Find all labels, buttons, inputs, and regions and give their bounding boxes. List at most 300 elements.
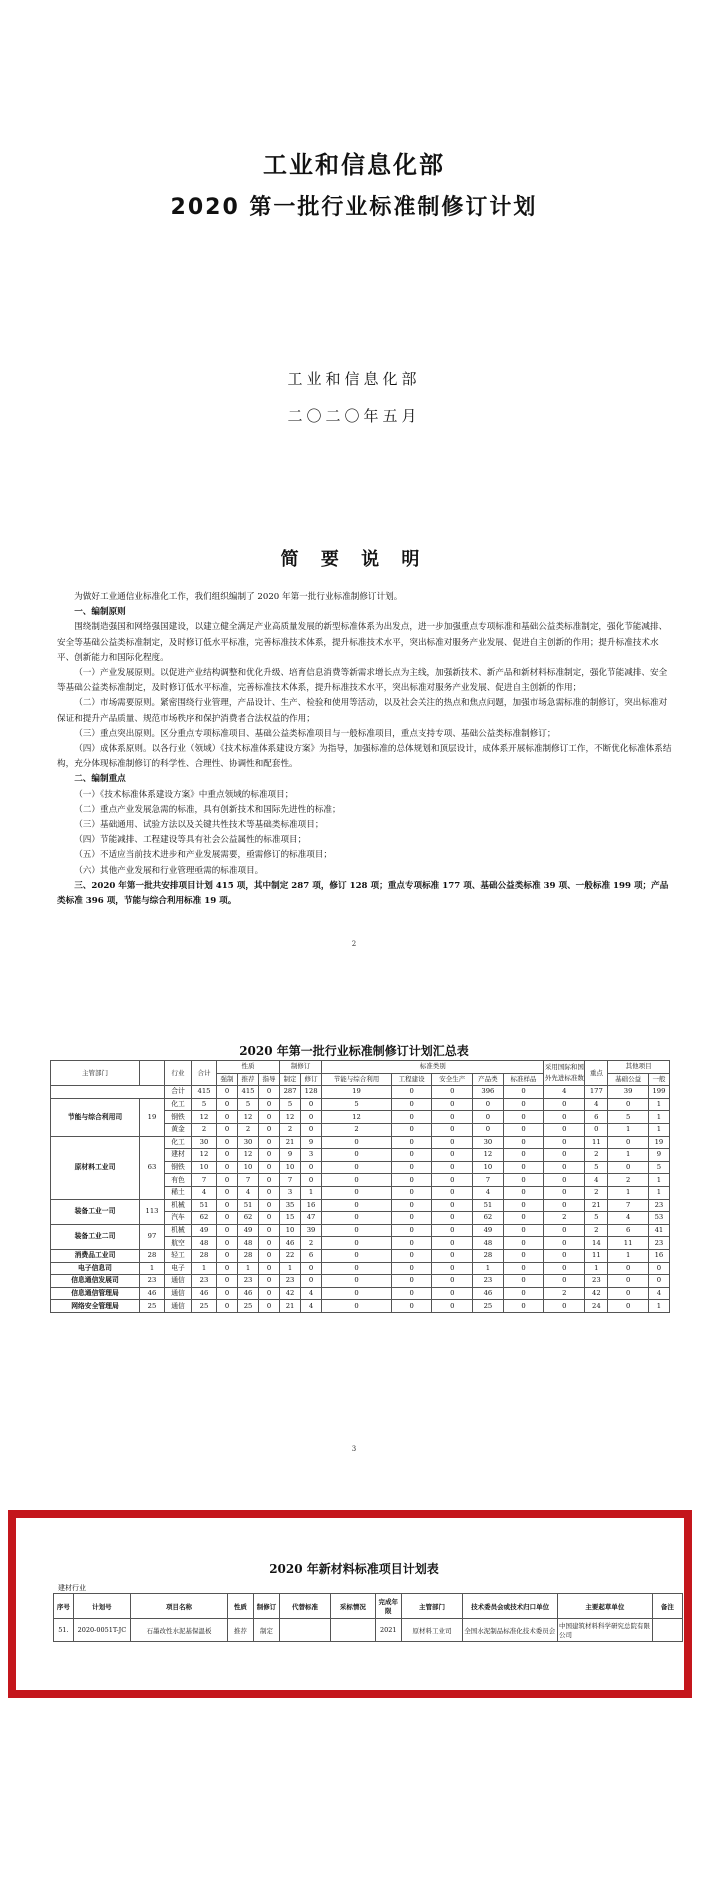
cell-value: 46: [192, 1287, 217, 1300]
cell-value: 0: [608, 1287, 649, 1300]
cell-value: 0: [217, 1098, 238, 1111]
cell-industry: 电子: [165, 1262, 192, 1275]
cell-value: 0: [544, 1161, 585, 1174]
cell-value: 46: [473, 1287, 504, 1300]
th-other: 其他项目: [608, 1061, 670, 1074]
cell-value: 5: [280, 1098, 301, 1111]
cell-value: 12: [238, 1111, 259, 1124]
cell-value: 0: [217, 1186, 238, 1199]
cell-value: 46: [280, 1237, 301, 1250]
cell-value: 0: [432, 1300, 473, 1313]
cell-value: 0: [259, 1098, 280, 1111]
cell-value: 0: [391, 1123, 432, 1136]
cell-value: 396: [473, 1086, 504, 1099]
th-sub: 工程建设: [391, 1073, 432, 1086]
cell-value: 0: [503, 1174, 544, 1187]
cell-value: 0: [432, 1149, 473, 1162]
cell-value: 0: [391, 1098, 432, 1111]
cell-value: 12: [238, 1149, 259, 1162]
cell-value: 0: [544, 1275, 585, 1288]
th-col: 主要起草单位: [557, 1594, 652, 1619]
page-number-3: 3: [351, 1445, 357, 1453]
cell-value: 1: [301, 1186, 322, 1199]
cell-value: 0: [391, 1174, 432, 1187]
cell-industry: 机械: [165, 1224, 192, 1237]
cell-value: 24: [585, 1300, 608, 1313]
cell-value: 23: [585, 1275, 608, 1288]
cell-industry: 有色: [165, 1174, 192, 1187]
cell-value: 9: [648, 1149, 669, 1162]
cell-value: 49: [473, 1224, 504, 1237]
cell-value: 0: [432, 1186, 473, 1199]
cell-value: 0: [608, 1300, 649, 1313]
cell-value: 1: [648, 1300, 669, 1313]
cell-value: 23: [238, 1275, 259, 1288]
cell-value: 0: [391, 1249, 432, 1262]
cell-value: 2: [585, 1186, 608, 1199]
cell-value: 10: [473, 1161, 504, 1174]
cell-value: 4: [648, 1287, 669, 1300]
cell-value: 0: [432, 1275, 473, 1288]
cell-value: 7: [280, 1174, 301, 1187]
cell-industry: 钢铁: [165, 1161, 192, 1174]
cell-value: 0: [503, 1287, 544, 1300]
principle-p3: （二）市场需要原则。紧密围绕行业管理，产品设计、生产、检验和使用等活动，以及社会关注的热点和焦点问题，加强市场急需标准的制修订，突出标准对保证和提升产品质量、规范市场秩序和保护消费者合法权益的作用；: [57, 698, 668, 724]
cell-value: 0: [503, 1111, 544, 1124]
cell-value: 原材料工业司: [401, 1619, 462, 1642]
cell-value: 0: [648, 1262, 669, 1275]
cell-value: 199: [648, 1086, 669, 1099]
cell-value: 47: [301, 1212, 322, 1225]
cell-value: 0: [544, 1098, 585, 1111]
cell-value: 7: [192, 1174, 217, 1187]
cell-value: 10: [238, 1161, 259, 1174]
table-row: [51, 1224, 670, 1237]
cell-value: 2020-0051T-JC: [73, 1619, 130, 1642]
cell-dept-count: 97: [140, 1224, 165, 1249]
summary-heading: 简 要 说 明: [280, 549, 428, 570]
cell-value: 0: [544, 1123, 585, 1136]
cell-value: 0: [432, 1237, 473, 1250]
cell-value: 0: [217, 1174, 238, 1187]
cell-value: 4: [585, 1098, 608, 1111]
cell-value: 0: [608, 1275, 649, 1288]
key-k4: （四）节能减排、工程建设等具有社会公益属性的标准项目；: [74, 835, 307, 846]
cell-value: 0: [432, 1098, 473, 1111]
cell-value: 12: [192, 1149, 217, 1162]
cover-date: 二〇二〇年五月: [287, 407, 421, 425]
table-row: [54, 1619, 683, 1642]
cell-value: 9: [301, 1136, 322, 1149]
cell-value: 6: [608, 1224, 649, 1237]
cell-value: 10: [280, 1224, 301, 1237]
cell-value: 0: [217, 1249, 238, 1262]
cell-value: 2: [238, 1123, 259, 1136]
cell-value: 19: [648, 1136, 669, 1149]
principle-p4: （三）重点突出原则。区分重点专项标准项目、基础公益类标准项目与一般标准项目，重点支持专项、基础公益类标准制修订；: [74, 728, 556, 739]
cell-value: 中国建筑材料科学研究总院有限公司: [557, 1619, 652, 1642]
th-cat: 标准类别: [322, 1061, 544, 1074]
cell-value: 0: [608, 1136, 649, 1149]
key-k6: （六）其他产业发展和行业管理亟需的标准项目。: [74, 865, 264, 876]
cell-value: 0: [503, 1161, 544, 1174]
cell-dept: 信息通信管理局: [51, 1287, 140, 1300]
cell-value: 0: [259, 1086, 280, 1099]
cell-dept: 消费品工业司: [51, 1249, 140, 1262]
cell-value: 0: [391, 1199, 432, 1212]
cell-value: 0: [503, 1224, 544, 1237]
cell-value: 0: [544, 1174, 585, 1187]
section3-text: 三、2020 年第一批共安排项目计划 415 项，其中制定 287 项，修订 128 项；重点专项标准 177 项、基础公益类标准 39 项、一般标准 199 项；产品类标准 396 项，节能与综合利用标准 19 项。: [57, 880, 669, 907]
cell-dept-count: 28: [140, 1249, 165, 1262]
cell-value: 0: [503, 1136, 544, 1149]
cell-dept-count: 23: [140, 1275, 165, 1288]
th-sub: 制定: [280, 1073, 301, 1086]
cell-value: 0: [259, 1186, 280, 1199]
cell-value: 0: [322, 1136, 392, 1149]
cell-dept-count: 1: [140, 1262, 165, 1275]
cell-value: 23: [648, 1199, 669, 1212]
cell-value: 23: [280, 1275, 301, 1288]
cell-value: 0: [259, 1174, 280, 1187]
th-col: 备注: [652, 1594, 682, 1619]
cell-value: 1: [473, 1262, 504, 1275]
cell-value: 0: [301, 1098, 322, 1111]
cell-value: 21: [280, 1136, 301, 1149]
key-k1: （一）《技术标准体系建设方案》中重点领域的标准项目；: [74, 789, 294, 800]
cell-value: 41: [648, 1224, 669, 1237]
new-material-category: 建材行业: [58, 1584, 86, 1592]
cell-industry: 化工: [165, 1098, 192, 1111]
cell-value: 0: [301, 1262, 322, 1275]
cell-value: 10: [280, 1161, 301, 1174]
cell-value: 25: [473, 1300, 504, 1313]
cell-value: 0: [259, 1224, 280, 1237]
cell-value: 2: [585, 1224, 608, 1237]
principle-p1: 围绕制造强国和网络强国建设，以建立健全满足产业高质量发展的新型标准体系为出发点，进一步加强重点专项标准和基础公益类标准制定，强化节能减排、安全等基础公益类标准制定，及时修订低水平标准，完善标准技术体系，提升标准技术水平，突出标准对服务产业发展、促进自主创新的作用；提升标准技术水平、创新能力和国际化程度。: [57, 622, 668, 663]
cell-value: 0: [301, 1275, 322, 1288]
new-material-table: [53, 1593, 683, 1642]
cell-value: 0: [432, 1224, 473, 1237]
cell-industry: 机械: [165, 1199, 192, 1212]
cell-value: 0: [432, 1174, 473, 1187]
cell-value: 0: [391, 1224, 432, 1237]
cell-value: 0: [322, 1186, 392, 1199]
cell-value: 1: [648, 1123, 669, 1136]
th-sub: 安全生产: [432, 1073, 473, 1086]
cell-value: 0: [503, 1098, 544, 1111]
cell-value: 0: [432, 1199, 473, 1212]
cell-value: 4: [238, 1186, 259, 1199]
cell-value: 15: [280, 1212, 301, 1225]
cell-value: 0: [432, 1086, 473, 1099]
cell-dept: 电子信息司: [51, 1262, 140, 1275]
th-col: 完成年限: [375, 1594, 401, 1619]
cell-value: 0: [544, 1249, 585, 1262]
cell-value: 12: [473, 1149, 504, 1162]
cell-dept: 网络安全管理局: [51, 1300, 140, 1313]
cell-industry: 通信: [165, 1287, 192, 1300]
cell-value: 0: [544, 1224, 585, 1237]
cell-value: 0: [217, 1212, 238, 1225]
cell-value: 1: [648, 1098, 669, 1111]
cell-value: 0: [544, 1136, 585, 1149]
cell-value: [652, 1619, 682, 1642]
th-col: 性质: [227, 1594, 253, 1619]
cell-value: 9: [280, 1149, 301, 1162]
cell-value: 石墨改性水泥基保温板: [131, 1619, 228, 1642]
cell-value: 0: [217, 1275, 238, 1288]
cell-value: 22: [280, 1249, 301, 1262]
table-row: [51, 1136, 670, 1149]
cell-value: 177: [585, 1086, 608, 1099]
cell-value: 39: [608, 1086, 649, 1099]
cell-value: 51: [238, 1199, 259, 1212]
cell-industry: 轻工: [165, 1249, 192, 1262]
cell-value: 0: [391, 1149, 432, 1162]
section2-heading: 二、编制重点: [74, 774, 126, 785]
cell-value: 0: [391, 1275, 432, 1288]
cell-value: 1: [238, 1262, 259, 1275]
cell-value: 12: [322, 1111, 392, 1124]
key-k3: （三）基础通用、试验方法以及关键共性技术等基础类标准项目；: [74, 820, 324, 831]
cell-value: 39: [301, 1224, 322, 1237]
th-col: 制修订: [253, 1594, 279, 1619]
table-row: [51, 1199, 670, 1212]
cell-value: 28: [238, 1249, 259, 1262]
cell-value: 0: [322, 1275, 392, 1288]
cell-value: 0: [608, 1098, 649, 1111]
summary-body: [57, 590, 672, 909]
cell-blank: [51, 1086, 165, 1099]
cell-value: 4: [473, 1186, 504, 1199]
summary-table-body: [51, 1086, 670, 1313]
cell-industry: 稀土: [165, 1186, 192, 1199]
cell-value: 16: [301, 1199, 322, 1212]
th-sub: 指导: [259, 1073, 280, 1086]
th-total: 合计: [192, 1061, 217, 1086]
cell-value: 1: [280, 1262, 301, 1275]
cell-total-label: 合计: [165, 1086, 192, 1099]
cell-value: 0: [259, 1111, 280, 1124]
summary-table: [50, 1060, 670, 1313]
page-number-2: 2: [351, 940, 357, 948]
cell-value: 0: [391, 1287, 432, 1300]
cell-value: 51.: [54, 1619, 74, 1642]
cell-value: 2: [544, 1212, 585, 1225]
cell-industry: 黄金: [165, 1123, 192, 1136]
cell-value: 3: [301, 1149, 322, 1162]
cell-value: 1: [192, 1262, 217, 1275]
th-blank: [140, 1061, 165, 1086]
cell-value: 25: [238, 1300, 259, 1313]
cell-dept: 节能与综合利用司: [51, 1098, 140, 1136]
cell-value: 0: [503, 1186, 544, 1199]
cell-value: 0: [259, 1249, 280, 1262]
cell-value: 1: [608, 1186, 649, 1199]
new-material-header: [54, 1594, 683, 1619]
cover-title-line2: 2020 第一批行业标准制修订计划: [170, 195, 538, 220]
cell-industry: 通信: [165, 1275, 192, 1288]
cell-dept-count: 25: [140, 1300, 165, 1313]
cell-industry: 汽车: [165, 1212, 192, 1225]
th-dept: 主管部门: [51, 1061, 140, 1086]
cell-value: 0: [391, 1212, 432, 1225]
new-material-table-title: 2020 年新材料标准项目计划表: [269, 1562, 439, 1576]
cell-value: 30: [473, 1136, 504, 1149]
cell-value: 16: [648, 1249, 669, 1262]
cell-value: 0: [322, 1161, 392, 1174]
cell-value: 49: [238, 1224, 259, 1237]
cell-value: 0: [217, 1287, 238, 1300]
cell-value: 1: [648, 1174, 669, 1187]
cell-value: 0: [217, 1300, 238, 1313]
th-sub: 产品类: [473, 1073, 504, 1086]
th-sub: 推荐: [238, 1073, 259, 1086]
cell-value: 6: [585, 1111, 608, 1124]
th-industry: 行业: [165, 1061, 192, 1086]
cell-dept: 信息通信发展司: [51, 1275, 140, 1288]
key-k2: （二）重点产业发展急需的标准，具有创新技术和国际先进性的标准；: [74, 804, 341, 815]
cell-value: 0: [585, 1123, 608, 1136]
principle-p2: （一）产业发展原则。以促进产业结构调整和优化升级、培育信息消费等新需求增长点为主线，加强新技术、新产品和新材料标准制定，强化节能减排、安全等基础公益类标准制定，及时修订低水平标准，完善标准技术体系，提升标准技术水平，突出标准对服务产业发展、促进自主创新的作用；: [57, 668, 668, 694]
cell-value: 0: [503, 1262, 544, 1275]
cell-value: 0: [544, 1262, 585, 1275]
th-key: 重点: [585, 1061, 608, 1086]
cell-value: 49: [192, 1224, 217, 1237]
cover-title-line1: 工业和信息化部: [263, 151, 445, 179]
cell-value: 0: [503, 1249, 544, 1262]
cell-value: 0: [217, 1262, 238, 1275]
table-row: [51, 1086, 670, 1099]
cell-value: 0: [503, 1086, 544, 1099]
cell-value: 0: [503, 1237, 544, 1250]
cell-value: 推荐: [227, 1619, 253, 1642]
cell-value: 23: [648, 1237, 669, 1250]
cell-value: 415: [238, 1086, 259, 1099]
cell-industry: 化工: [165, 1136, 192, 1149]
cell-value: 0: [391, 1186, 432, 1199]
cell-value: 48: [473, 1237, 504, 1250]
cell-value: 12: [280, 1111, 301, 1124]
cell-value: 415: [192, 1086, 217, 1099]
th-nature: 性质: [217, 1061, 280, 1074]
cell-value: [330, 1619, 375, 1642]
cell-value: 48: [238, 1237, 259, 1250]
cell-value: 0: [391, 1300, 432, 1313]
cell-value: 0: [259, 1262, 280, 1275]
cell-value: 0: [608, 1161, 649, 1174]
cell-value: 0: [259, 1149, 280, 1162]
cell-value: 128: [301, 1086, 322, 1099]
th-sub: 标准样品: [503, 1073, 544, 1086]
cell-value: 0: [259, 1123, 280, 1136]
th-col: 序号: [54, 1594, 74, 1619]
cell-value: 62: [238, 1212, 259, 1225]
cell-value: 5: [608, 1111, 649, 1124]
cell-value: 0: [432, 1212, 473, 1225]
cell-value: 5: [585, 1212, 608, 1225]
cell-value: 0: [301, 1111, 322, 1124]
cell-value: 14: [585, 1237, 608, 1250]
cell-value: 46: [238, 1287, 259, 1300]
cell-value: 48: [192, 1237, 217, 1250]
cell-value: 4: [585, 1174, 608, 1187]
cell-value: 2021: [375, 1619, 401, 1642]
cell-value: 0: [503, 1199, 544, 1212]
cell-dept-count: 63: [140, 1136, 165, 1199]
cell-value: 51: [473, 1199, 504, 1212]
cell-value: 0: [301, 1174, 322, 1187]
cell-value: 11: [585, 1249, 608, 1262]
cell-value: 0: [391, 1237, 432, 1250]
th-col: 技术委员会或技术归口单位: [463, 1594, 558, 1619]
cell-value: 0: [391, 1086, 432, 1099]
cell-industry: 钢铁: [165, 1111, 192, 1124]
cell-value: 0: [473, 1111, 504, 1124]
cell-value: 0: [503, 1123, 544, 1136]
table-row: [51, 1300, 670, 1313]
cell-value: 7: [608, 1199, 649, 1212]
table-row: [51, 1287, 670, 1300]
th-sub: 修订: [301, 1073, 322, 1086]
cell-value: 0: [432, 1123, 473, 1136]
cell-value: 0: [648, 1275, 669, 1288]
cell-value: 0: [544, 1300, 585, 1313]
cell-value: 0: [217, 1224, 238, 1237]
cell-value: 62: [192, 1212, 217, 1225]
cell-value: 0: [259, 1136, 280, 1149]
section1-heading: 一、编制原则: [74, 607, 126, 618]
cell-value: 5: [322, 1098, 392, 1111]
cell-value: 制定: [253, 1619, 279, 1642]
cell-value: 0: [322, 1262, 392, 1275]
cell-value: 0: [259, 1199, 280, 1212]
cover-org: 工业和信息化部: [287, 370, 421, 388]
cell-value: 35: [280, 1199, 301, 1212]
cell-value: 0: [217, 1237, 238, 1250]
cell-value: 0: [322, 1300, 392, 1313]
cell-value: 0: [432, 1262, 473, 1275]
cell-value: 4: [192, 1186, 217, 1199]
table-row: [51, 1275, 670, 1288]
cell-value: 0: [432, 1136, 473, 1149]
cell-value: 1: [608, 1149, 649, 1162]
cell-value: 0: [322, 1237, 392, 1250]
summary-intro: 为做好工业通信业标准化工作，我们组织编制了 2020 年第一批行业标准制修订计划。: [74, 592, 403, 602]
cell-value: 1: [585, 1262, 608, 1275]
cell-value: 0: [432, 1287, 473, 1300]
cell-value: 7: [473, 1174, 504, 1187]
th-make: 制修订: [280, 1061, 322, 1074]
cell-value: 4: [544, 1086, 585, 1099]
cell-value: 0: [322, 1249, 392, 1262]
th-sub: 基础公益: [608, 1073, 649, 1086]
cell-value: 0: [259, 1161, 280, 1174]
cell-value: 53: [648, 1212, 669, 1225]
cell-value: 全国水泥制品标准化技术委员会: [463, 1619, 558, 1642]
cell-value: 0: [217, 1123, 238, 1136]
cell-value: 5: [648, 1161, 669, 1174]
cell-value: 0: [322, 1224, 392, 1237]
cell-value: 0: [259, 1287, 280, 1300]
cell-value: 23: [473, 1275, 504, 1288]
th-col: 主管部门: [401, 1594, 462, 1619]
cell-value: 28: [192, 1249, 217, 1262]
cell-value: 2: [301, 1237, 322, 1250]
cell-value: 28: [473, 1249, 504, 1262]
cell-value: 3: [280, 1186, 301, 1199]
